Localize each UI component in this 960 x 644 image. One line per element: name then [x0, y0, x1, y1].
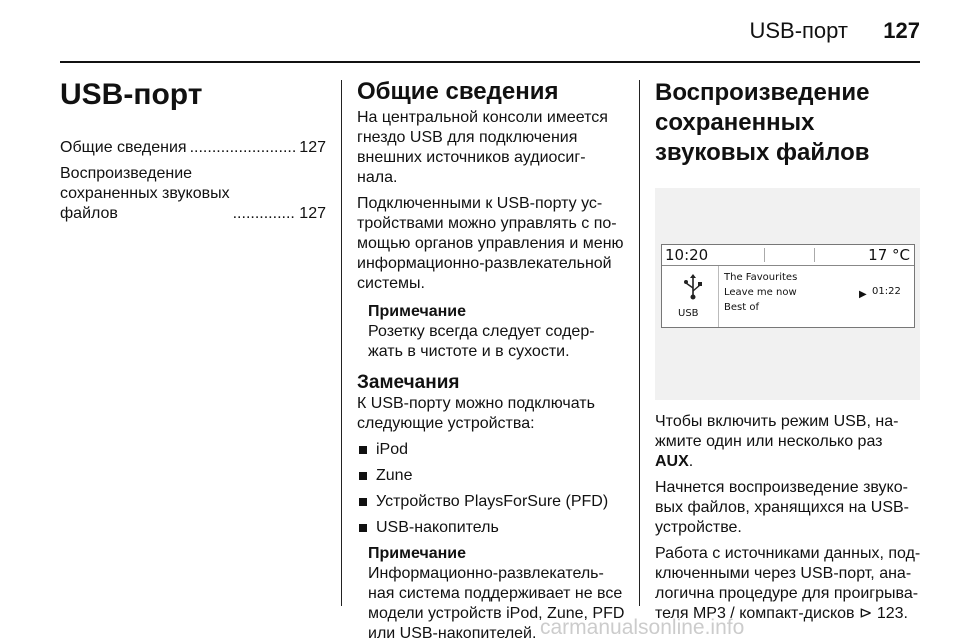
toc-entry-text: Общие сведения: [60, 139, 187, 156]
infotainment-display: [661, 244, 915, 328]
display-status-bar: [662, 245, 914, 266]
toc-entry-page: 127: [299, 205, 326, 222]
general-paragraph-1: На центральной консоли имеется гнездо USB для подключения внешних источников аудиосиг-нала.: [357, 109, 608, 186]
playback-paragraph-3: Работа с источниками данных, под-ключенными через USB-порт, ана-логична процедуре для проигрыва-теля MP3 / компакт-дисков ⊳ 123.: [655, 545, 921, 622]
note-title: Примечание: [368, 303, 467, 320]
list-item: The Favourites: [724, 272, 798, 283]
general-paragraph-2: Подключенными к USB-порту ус-тройствами можно управлять с по-мощью органов управления и меню информационно-развлекательной системы.: [357, 195, 624, 292]
display-clock: 10:20: [665, 246, 709, 264]
display-track-list: [724, 270, 797, 315]
toc-entry-text: Воспроизведение сохраненных звуковых файлов: [60, 165, 230, 222]
list-item: Устройство PlaysForSure (PFD): [357, 492, 625, 512]
display-illustration: [655, 188, 920, 400]
chapter-title: USB-порт: [60, 78, 203, 111]
play-icon: ▶: [859, 289, 867, 300]
display-divider: [814, 248, 815, 262]
display-track-time: 01:22: [872, 286, 901, 297]
page-reference[interactable]: 123.: [876, 605, 908, 622]
toc-entry[interactable]: [60, 164, 326, 224]
page-ref-arrow-icon: ⊳: [858, 605, 873, 622]
note-block: [368, 302, 625, 362]
list-item: Leave me now: [724, 287, 797, 298]
table-of-contents: [60, 138, 326, 224]
page-number: 127: [883, 18, 920, 43]
toc-entry[interactable]: [60, 138, 326, 158]
note-text: Информационно-развлекатель-ная система поддерживает не все модели устройств iPod, Zune, PFD или USB-накопителей.: [368, 565, 625, 642]
display-divider: [764, 248, 765, 262]
subsection-title-remarks: Замечания: [357, 372, 460, 393]
bullet-square-icon: [359, 498, 367, 506]
column-divider: [341, 80, 342, 606]
page-header: [0, 0, 960, 60]
column-divider: [639, 80, 640, 606]
bullet-square-icon: [359, 524, 367, 532]
toc-entry-page: 127: [299, 139, 326, 156]
list-item: USB-накопитель: [357, 518, 625, 538]
toc-leader-dots: [233, 204, 297, 224]
usb-icon: [682, 274, 704, 300]
device-list: [357, 440, 625, 538]
left-column: [60, 78, 326, 230]
section-title-general: Общие сведения: [357, 78, 559, 105]
playback-paragraph-1: Чтобы включить режим USB, на-жмите один или несколько раз AUX.: [655, 413, 899, 470]
list-item: iPod: [357, 440, 625, 460]
note-title: Примечание: [368, 545, 467, 562]
toc-leader-dots: [190, 138, 297, 158]
display-temperature: 17 °C: [868, 246, 910, 264]
header-rule: [60, 61, 920, 63]
list-item: Best of: [724, 302, 759, 313]
bullet-square-icon: [359, 472, 367, 480]
list-item: Zune: [357, 466, 625, 486]
watermark: carmanualsonline.info: [540, 616, 745, 639]
display-source-label: USB: [678, 308, 699, 319]
bullet-square-icon: [359, 446, 367, 454]
running-header-title: USB-порт: [749, 18, 848, 43]
middle-column: [357, 78, 625, 644]
playback-paragraph-2: Начнется воспроизведение звуко-вых файлов, хранящихся на USB-устройстве.: [655, 479, 909, 536]
display-source-area: [662, 266, 719, 327]
right-column: [655, 78, 923, 624]
section-title-playback: Воспроизведение сохраненных звуковых файлов: [655, 79, 870, 166]
devices-intro: К USB-порту можно подключать следующие устройства:: [357, 395, 595, 432]
note-text: Розетку всегда следует содер-жать в чистоте и в сухости.: [368, 323, 595, 360]
aux-button-label: AUX: [655, 453, 689, 470]
